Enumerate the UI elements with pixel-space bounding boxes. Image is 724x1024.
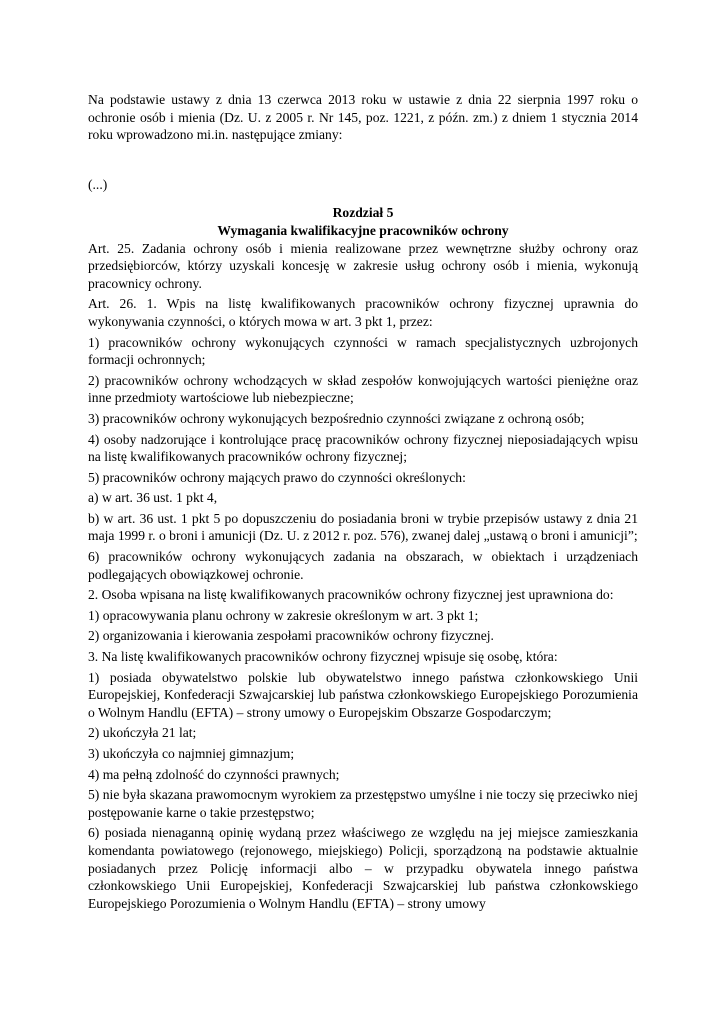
list-item: 6) posiada nienaganną opinię wydaną przez właściwego ze względu na jej miejsce zamieszkania komendanta powiatowego (rejonowego, miejskiego) Policji, sporządzoną na podstawie aktualnie posiadanych przez Policję informacji albo – w przypadku obywatela innego państwa członkowskiego Unii Europejskiej, Konfederacji Szwajcarskiej lub państwa członkowskiego Europejskiego Porozumienia o Wolnym Handlu (EFTA) – strony umowy xyxy=(88,825,638,911)
intro-section xyxy=(88,91,638,144)
list-item: 2) organizowania i kierowania zespołami pracowników ochrony fizycznej. xyxy=(88,628,494,644)
chapter-title: Rozdział 5 xyxy=(332,205,394,221)
article-26-paragraph: Art. 26. 1. Wpis na listę kwalifikowanych pracowników ochrony fizycznej uprawnia do wykonywania czynności, o których mowa w art. 3 pkt 1, przez: xyxy=(88,296,638,329)
list-item: 4) osoby nadzorujące i kontrolujące pracę pracowników ochrony fizycznej nieposiadających wpisu na listę kwalifikowanych pracowników ochrony fizycznej; xyxy=(88,431,638,465)
list-item: 2) ukończyła 21 lat; xyxy=(88,725,197,741)
document-page xyxy=(88,91,638,912)
list-item: 5) nie była skazana prawomocnym wyrokiem za przestępstwo umyślne i nie toczy się przeciwko niej postępowanie karne o takie przestępstwo; xyxy=(88,787,638,820)
intro-paragraph: Na podstawie ustawy z dnia 13 czerwca 2013 roku w ustawie z dnia 22 sierpnia 1997 roku o ochronie osób i mienia (Dz. U. z 2005 r. Nr 145, poz. 1221, z późn. zm.) z dniem 1 stycznia 2014 roku wprowadzono mi.in. następujące zmiany: xyxy=(88,92,638,143)
list-item: 1) pracowników ochrony wykonujących czynności w ramach specjalistycznych uzbrojonych formacji ochronnych; xyxy=(88,334,638,368)
omission-marker: (...) xyxy=(88,176,108,192)
list-item: 6) pracowników ochrony wykonujących zadania na obszarach, w obiektach i urządzeniach podlegających obowiązkowej ochronie. xyxy=(88,549,638,582)
list-item: 3) ukończyła co najmniej gimnazjum; xyxy=(88,746,295,761)
list-item: 5) pracowników ochrony mających prawo do czynności określonych: xyxy=(88,469,466,485)
list-item: 2) pracowników ochrony wchodzących w skład zespołów konwojujących wartości pieniężne oraz inne przedmioty wartościowe lub niebezpieczne; xyxy=(88,372,638,406)
article-25-paragraph: Art. 25. Zadania ochrony osób i mienia realizowane przez wewnętrzne służby ochrony oraz przedsiębiorców, którzy uzyskali koncesję w zakresie usług ochrony osób i mienia, wykonują pracownicy ochrony. xyxy=(88,240,638,291)
sub-list-item: a) w art. 36 ust. 1 pkt 4, xyxy=(88,490,218,506)
list-item: 1) posiada obywatelstwo polskie lub obywatelstwo innego państwa członkowskiego Unii Europejskiej, Konfederacji Szwajcarskiej lub państwa członkowskiego Europejskiego Porozumienia o Wolnym Handlu (EFTA) – strony umowy o Europejskim Obszarze Gospodarczym; xyxy=(88,669,638,720)
list-item: 3) pracowników ochrony wykonujących bezpośrednio czynności związane z ochroną osób; xyxy=(88,410,585,426)
section-paragraph: 2. Osoba wpisana na listę kwalifikowanych pracowników ochrony fizycznej jest uprawniona do: xyxy=(88,587,614,603)
chapter-body xyxy=(88,240,638,913)
list-item: 1) opracowywania planu ochrony w zakresie określonym w art. 3 pkt 1; xyxy=(88,607,479,623)
section-paragraph: 3. Na listę kwalifikowanych pracowników ochrony fizycznej wpisuje się osobę, która: xyxy=(88,649,558,665)
chapter-subtitle: Wymagania kwalifikacyjne pracowników ochrony xyxy=(217,222,509,238)
sub-list-item: b) w art. 36 ust. 1 pkt 5 po dopuszczeniu do posiadania broni w trybie przepisów ustawy z dnia 21 maja 1999 r. o broni i amunicji (Dz. U. z 2012 r. poz. 576), zwanej dalej „ustawą o broni i amunicji”; xyxy=(88,510,638,544)
list-item: 4) ma pełną zdolność do czynności prawnych; xyxy=(88,766,340,782)
